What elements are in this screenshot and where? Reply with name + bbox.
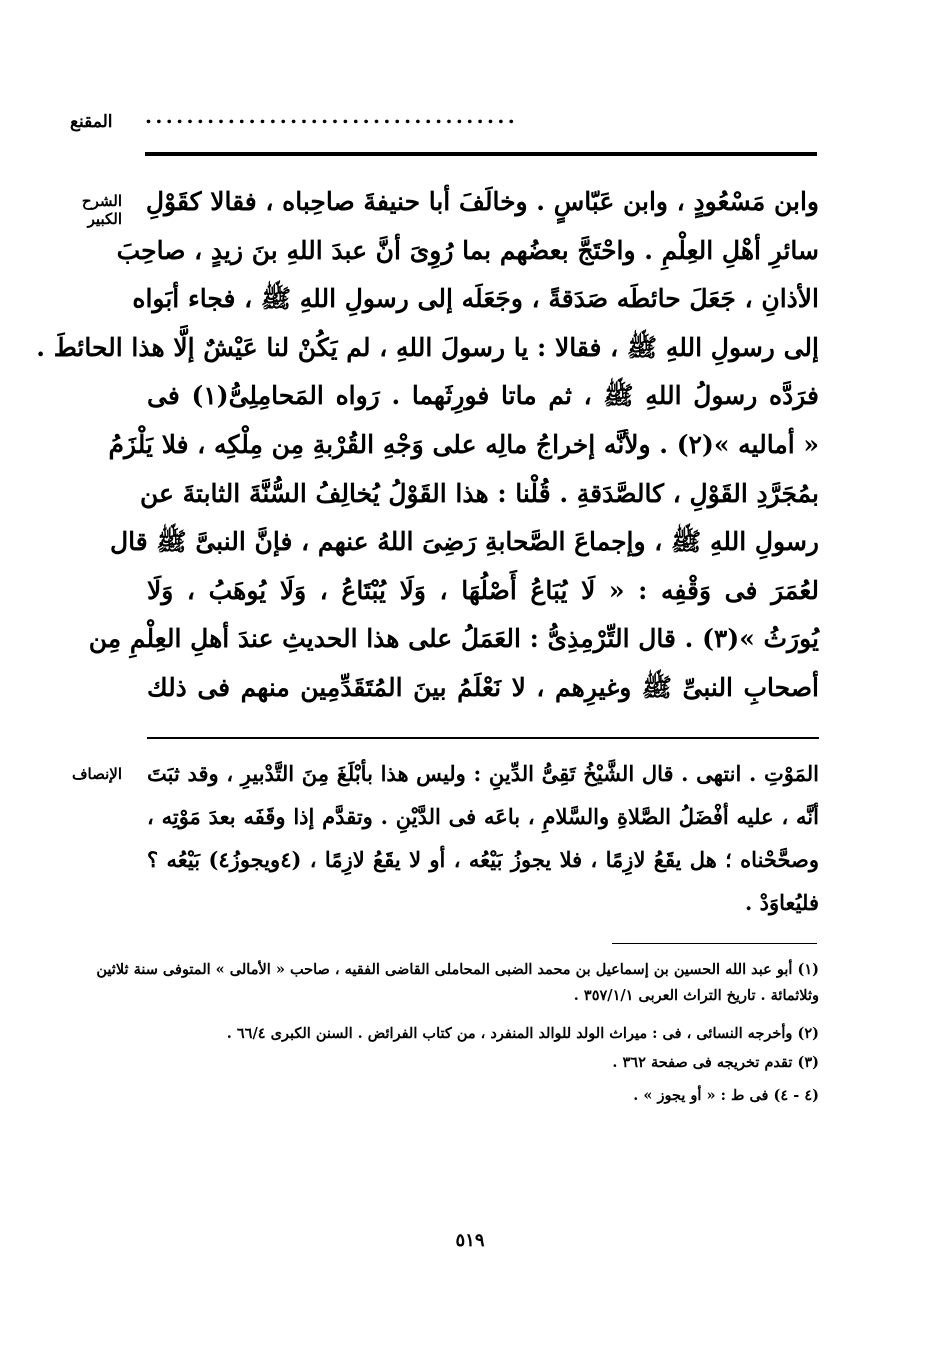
- section-divider: [147, 737, 819, 739]
- main-text-line: يُورَثُ »(٣) . قال التِّرْمِذِىُّ : العَمَلُ على هذا الحديثِ عندَ أهلِ العِلْمِ مِن: [88, 624, 819, 654]
- running-header-dots: ....................................: [145, 104, 519, 128]
- main-text-line: فرَدَّه رسولُ اللهِ ﷺ ، ثم ماتا فورِثَهما . رَواه المَحامِلِىُّ(١) فى: [147, 381, 819, 411]
- side-label-sharh: الشرح الكبير: [81, 192, 122, 228]
- main-text-line: وابن مَسْعُودٍ ، وابن عَبّاسٍ . وخالَفَ أبا حنيفةَ صاحِباه ، فقالا كقَوْلِ: [145, 187, 819, 216]
- main-text-line: الأذانِ ، جَعَلَ حائطَه صَدَقةً ، وجَعَلَه إلى رسولِ اللهِ ﷺ ، فجاء أبَواه: [132, 284, 819, 314]
- main-text-line: سائرِ أهْلِ العِلْمِ . واحْتَجَّ بعضُهم بما رُوِىَ أنَّ عبدَ اللهِ بنَ زيدٍ ، صاحِبَ: [116, 235, 819, 265]
- main-text-line: أصحابِ النبىِّ ﷺ وغيرِهم ، لا نَعْلَمُ بينَ المُتَقَدِّمِين منهم فى ذلك: [147, 672, 819, 702]
- footnote-rule: [612, 943, 817, 944]
- main-text-line: إلى رسولِ اللهِ ﷺ ، فقالا : يا رسولَ اللهِ ، لم يَكُنْ لنا عَيْشٌ إلَّا هذا الحائطَ .: [36, 332, 819, 362]
- header-rule: [145, 152, 817, 156]
- insaf-text-line: فليُعاوَدْ .: [745, 890, 819, 915]
- main-text-line: لعُمَرَ فى وَقْفِه : « لَا يُبَاعُ أَصْلُهَا ، وَلَا يُبْتَاعُ ، وَلَا يُوهَبُ ، وَلَا: [147, 575, 819, 605]
- insaf-text-line: المَوْتِ . انتهى . قال الشَّيْخُ تَقِىُّ الدِّينِ : وليس هذا بأبْلَغَ مِنَ التَّدْبيرِ ، وقد ثبَتَ: [147, 761, 819, 786]
- side-label-insaf: الإنصاف: [71, 765, 122, 783]
- insaf-text-line: وصحَّحْناه ؛ هل يقَعُ لازِمًا ، فلا يجوزُ بَيْعُه ، أو لا يقَعُ لازِمًا ، (٤ويجوزُ٤) بَيْعُه ؟: [147, 847, 819, 872]
- insaf-text-line: أنَّه ، عليه أفْضَلُ الصَّلاةِ والسَّلامِ ، باعَه فى الدَّيْنِ . وتقدَّم إذا وقَفَه بعدَ مَوْتِه ،: [147, 804, 819, 829]
- footnote-line: (٣) تقدم تخريجه فى صفحة ٣٦٢ .: [612, 1054, 819, 1071]
- footnote-line: (٤ - ٤) فى ط : « أو يجوز » .: [633, 1087, 819, 1104]
- footnotes-block: [96, 957, 819, 1110]
- main-text-line: بمُجَرَّدِ القَوْلِ ، كالصَّدَقةِ . قُلْنا : هذا القَوْلُ يُخالِفُ السُّنَّةَ الثابتةَ عن: [139, 478, 819, 508]
- footnote-line: (٢) وأخرجه النسائى ، فى : ميراث الولد للوالد المنفرد ، من كتاب الفرائض . السنن الكبرى ٦٦/٤ .: [226, 1025, 819, 1042]
- insaf-text-block: [147, 752, 819, 924]
- main-text-line: « أماليه »(٢) . ولأنَّه إخراجُ مالِه على وَجْهِ القُرْبةِ مِن مِلْكِه ، فلا يَلْزَمُ: [108, 429, 819, 459]
- footnote-line: (١) أبو عبد الله الحسين بن إسماعيل بن محمد الضبى المحاملى القاضى الفقيه ، صاحب « الأمالى » المتوفى سنة ثلاثين: [96, 961, 819, 978]
- footnote-line: وثلاثمائة . تاريخ التراث العربى ٣٥٧/١/١ .: [573, 987, 819, 1004]
- running-header-title: المقنع: [70, 112, 113, 132]
- main-text-line: رسولِ اللهِ ﷺ ، وإجماعَ الصَّحابةِ رَضِىَ اللهُ عنهم ، فإنَّ النبىَّ ﷺ قال: [110, 527, 819, 557]
- page-number: ٥١٩: [455, 1230, 485, 1251]
